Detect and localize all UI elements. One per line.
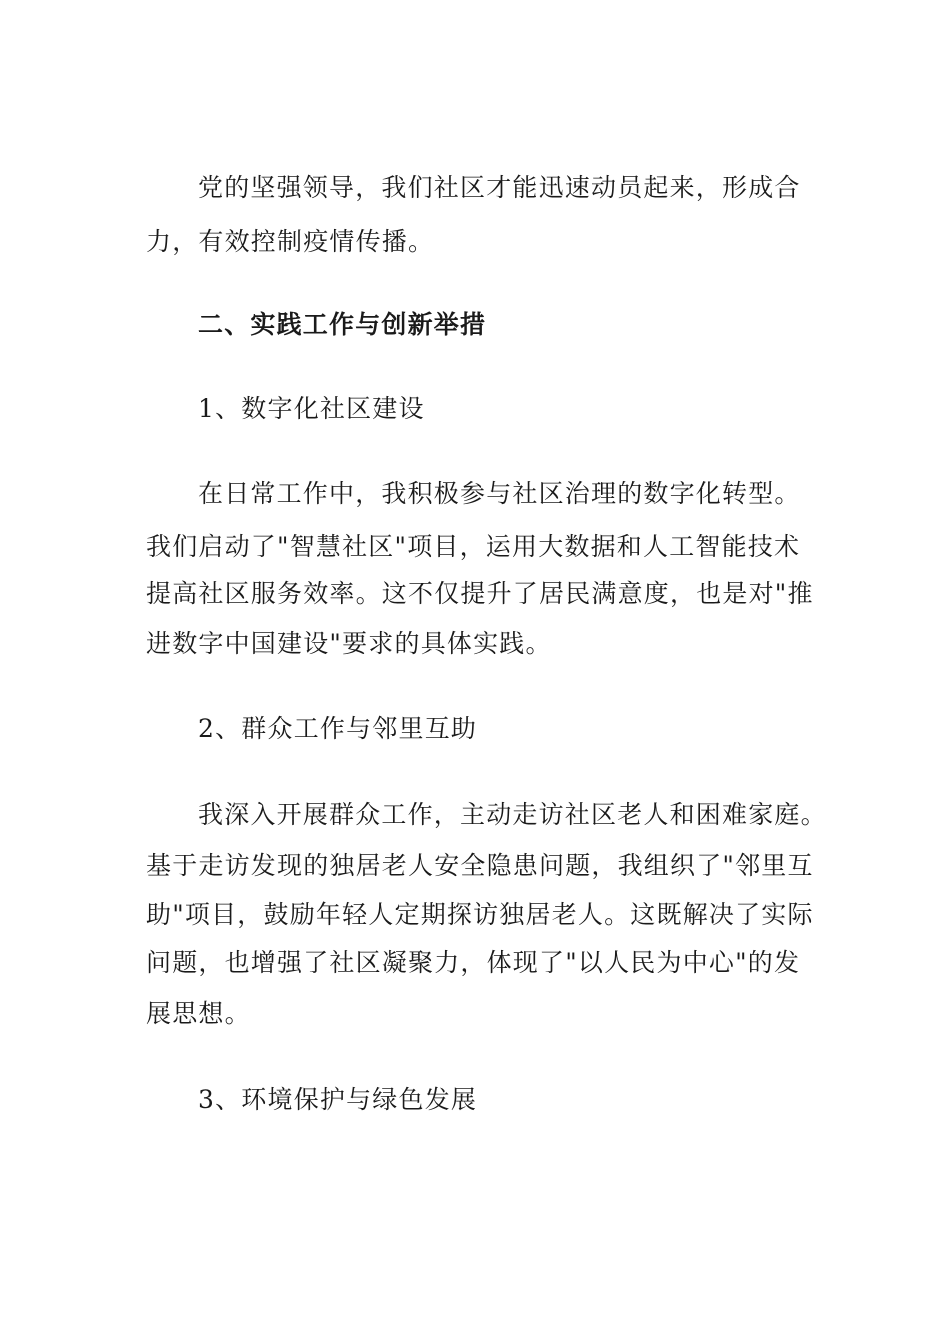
subsection-2-line-2: 基于走访发现的独居老人安全隐患问题，我组织了"邻里互 <box>146 851 814 880</box>
subsection-2-line-4: 问题，也增强了社区凝聚力，体现了"以人民为中心"的发 <box>146 948 801 977</box>
subsection-1-line-4: 进数字中国建设"要求的具体实践。 <box>146 629 552 658</box>
subsection-1-title: 1、数字化社区建设 <box>198 394 425 423</box>
subsection-2-line-1: 我深入开展群众工作，主动走访社区老人和困难家庭。 <box>198 800 827 829</box>
subsection-3-title: 3、环境保护与绿色发展 <box>198 1085 478 1114</box>
subsection-1-line-3: 提高社区服务效率。这不仅提升了居民满意度，也是对"推 <box>146 579 814 608</box>
section-heading: 二、实践工作与创新举措 <box>198 310 487 339</box>
subsection-2-line-5: 展思想。 <box>146 999 251 1028</box>
subsection-2-line-3: 助"项目，鼓励年轻人定期探访独居老人。这既解决了实际 <box>146 900 814 929</box>
subsection-2-title: 2、群众工作与邻里互助 <box>198 714 478 743</box>
paragraph-1-line-1: 党的坚强领导，我们社区才能迅速动员起来，形成合 <box>198 173 801 202</box>
paragraph-1-line-2: 力，有效控制疫情传播。 <box>146 227 435 256</box>
subsection-1-line-2: 我们启动了"智慧社区"项目，运用大数据和人工智能技术 <box>146 532 801 561</box>
subsection-1-line-1: 在日常工作中，我积极参与社区治理的数字化转型。 <box>198 479 801 508</box>
